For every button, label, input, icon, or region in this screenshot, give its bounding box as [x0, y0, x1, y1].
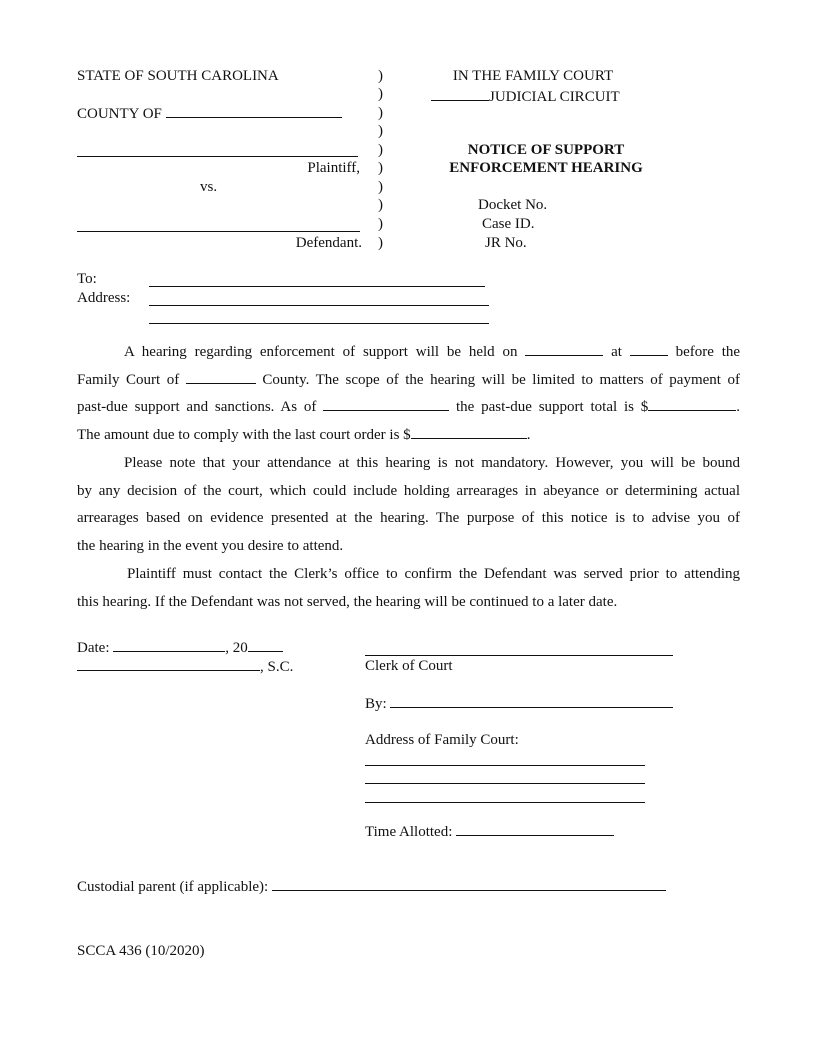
address-line-1[interactable]	[149, 305, 489, 306]
county-blank[interactable]	[166, 104, 342, 118]
plaintiff-label: Plaintiff,	[307, 160, 360, 176]
paren: )	[378, 123, 383, 139]
paragraph-line: Plaintiff must contact the Clerk’s office to confirm the Defendant was served prior to attending	[127, 566, 740, 582]
date-label: Date:	[77, 640, 110, 656]
by-field	[365, 694, 673, 713]
defendant-name-line[interactable]	[77, 231, 360, 232]
paragraph-service	[77, 561, 740, 616]
as-of-date-blank[interactable]	[323, 397, 449, 411]
state-label: STATE OF SOUTH CAROLINA	[77, 68, 279, 84]
paren: )	[378, 235, 383, 251]
paragraph-line: past-due support and sanctions. As of the past-due support total is $ .	[77, 399, 741, 416]
document-title-line1: NOTICE OF SUPPORT	[467, 142, 625, 158]
by-blank[interactable]	[390, 694, 673, 708]
paragraph-line: the hearing in the event you desire to attend.	[77, 538, 344, 555]
jr-number: JR No.	[485, 235, 527, 251]
sc-label: , S.C.	[260, 659, 294, 675]
to-line[interactable]	[149, 286, 485, 287]
city-blank[interactable]	[77, 657, 260, 671]
date-blank[interactable]	[113, 638, 225, 652]
court-address-line-1[interactable]	[365, 765, 645, 766]
date-field	[77, 638, 283, 657]
paragraph-line: this hearing. If the Defendant was not served, the hearing will be continued to a later date.	[77, 593, 618, 610]
hearing-time-blank[interactable]	[630, 342, 668, 356]
county-name-blank[interactable]	[186, 370, 256, 384]
custodial-parent-blank[interactable]	[272, 877, 666, 891]
amount-due-blank[interactable]	[411, 425, 527, 439]
docket-number: Docket No.	[478, 197, 548, 213]
document-title-line2: ENFORCEMENT HEARING	[449, 160, 643, 176]
judicial-circuit-text: JUDICIAL CIRCUIT	[489, 89, 620, 105]
paren: )	[378, 68, 383, 84]
defendant-label: Defendant.	[295, 235, 362, 251]
circuit-blank[interactable]	[431, 87, 489, 101]
time-allotted-label: Time Allotted:	[365, 824, 453, 840]
city-field	[77, 657, 293, 676]
vs-label: vs.	[200, 179, 218, 195]
time-allotted-blank[interactable]	[456, 822, 614, 836]
clerk-label: Clerk of Court	[365, 658, 453, 674]
plaintiff-name-line[interactable]	[77, 156, 358, 157]
court-address-line-2[interactable]	[365, 783, 645, 784]
to-label: To:	[77, 271, 97, 287]
case-id: Case ID.	[482, 216, 535, 232]
clerk-signature-line[interactable]	[365, 655, 673, 656]
hearing-date-blank[interactable]	[525, 342, 603, 356]
custodial-parent-label: Custodial parent (if applicable):	[77, 879, 269, 895]
year-blank[interactable]	[248, 638, 283, 652]
paren: )	[378, 105, 383, 121]
past-due-total-blank[interactable]	[648, 397, 736, 411]
paragraph-hearing-details	[77, 339, 740, 450]
paren: )	[378, 86, 383, 102]
paragraph-line: Family Court of County. The scope of the hearing will be limited to matters of payment of	[77, 371, 741, 388]
court-address-label: Address of Family Court:	[365, 732, 519, 748]
paren: )	[378, 197, 383, 213]
paren: )	[378, 142, 383, 158]
paragraph-line: A hearing regarding enforcement of support will be held on at before the	[124, 344, 741, 360]
paren: )	[378, 160, 383, 176]
paragraph-line: The amount due to comply with the last court order is $ .	[77, 427, 531, 444]
paragraph-line: Please note that your attendance at this hearing is not mandatory. However, you will be bound	[124, 455, 740, 471]
address-line-2[interactable]	[149, 323, 489, 324]
paragraph-attendance	[77, 450, 740, 561]
judicial-circuit	[431, 87, 620, 106]
county-label	[77, 104, 342, 123]
paragraph-line: by any decision of the court, which could include holding arrearages in abeyance or determining actual	[77, 482, 740, 499]
address-label: Address:	[77, 290, 131, 306]
court-address-line-3[interactable]	[365, 802, 645, 803]
by-label: By:	[365, 696, 387, 712]
paragraph-line: arrearages based on evidence presented at the hearing. The purpose of this notice is to advise you of	[77, 510, 740, 527]
paren: )	[378, 179, 383, 195]
court-name: IN THE FAMILY COURT	[452, 68, 614, 84]
year-prefix: , 20	[225, 640, 248, 656]
custodial-parent-field	[77, 877, 666, 896]
paren: )	[378, 216, 383, 232]
county-of-text: COUNTY OF	[77, 106, 162, 122]
time-allotted-field	[365, 822, 614, 841]
form-number: SCCA 436 (10/2020)	[77, 943, 205, 959]
